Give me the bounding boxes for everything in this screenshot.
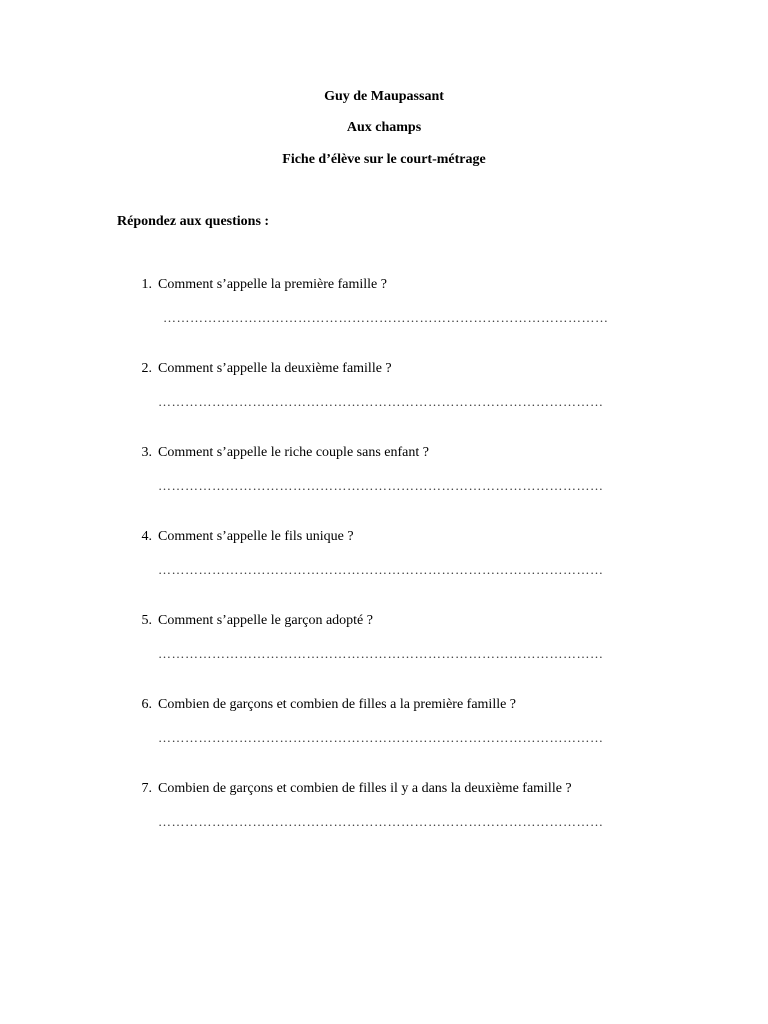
question-item	[0, 780, 768, 864]
question-item	[0, 528, 768, 612]
question-text: Comment s’appelle la première famille ?	[158, 277, 387, 292]
worksheet-subtitle: Fiche d’élève sur le court-métrage	[282, 152, 486, 167]
answer-line[interactable]: ………………………………………………………………………………………	[163, 310, 609, 325]
author-title: Guy de Maupassant	[324, 89, 444, 104]
question-number: 6.	[141, 697, 152, 712]
question-item	[0, 612, 768, 696]
question-number: 2.	[141, 361, 152, 376]
question-item	[0, 444, 768, 528]
instructions-heading: Répondez aux questions :	[117, 214, 270, 229]
answer-line[interactable]: ………………………………………………………………………………………	[158, 646, 604, 661]
question-number: 5.	[141, 613, 152, 628]
question-text: Comment s’appelle le garçon adopté ?	[158, 613, 373, 628]
answer-line[interactable]: ………………………………………………………………………………………	[158, 814, 604, 829]
answer-line[interactable]: ………………………………………………………………………………………	[158, 562, 604, 577]
question-text: Comment s’appelle la deuxième famille ?	[158, 361, 392, 376]
question-text: Comment s’appelle le riche couple sans enfant ?	[158, 445, 429, 460]
question-number: 3.	[141, 445, 152, 460]
question-number: 7.	[141, 781, 152, 796]
question-text: Comment s’appelle le fils unique ?	[158, 529, 354, 544]
question-item	[0, 276, 768, 360]
work-title: Aux champs	[346, 120, 422, 135]
answer-line[interactable]: ………………………………………………………………………………………	[158, 478, 604, 493]
answer-line[interactable]: ………………………………………………………………………………………	[158, 394, 604, 409]
question-item	[0, 696, 768, 780]
answer-line[interactable]: ………………………………………………………………………………………	[158, 730, 604, 745]
question-item	[0, 360, 768, 444]
question-number: 4.	[141, 529, 152, 544]
question-number: 1.	[141, 277, 152, 292]
question-text: Combien de garçons et combien de filles a la première famille ?	[158, 697, 517, 712]
question-text: Combien de garçons et combien de filles il y a dans la deuxième famille ?	[158, 781, 572, 796]
